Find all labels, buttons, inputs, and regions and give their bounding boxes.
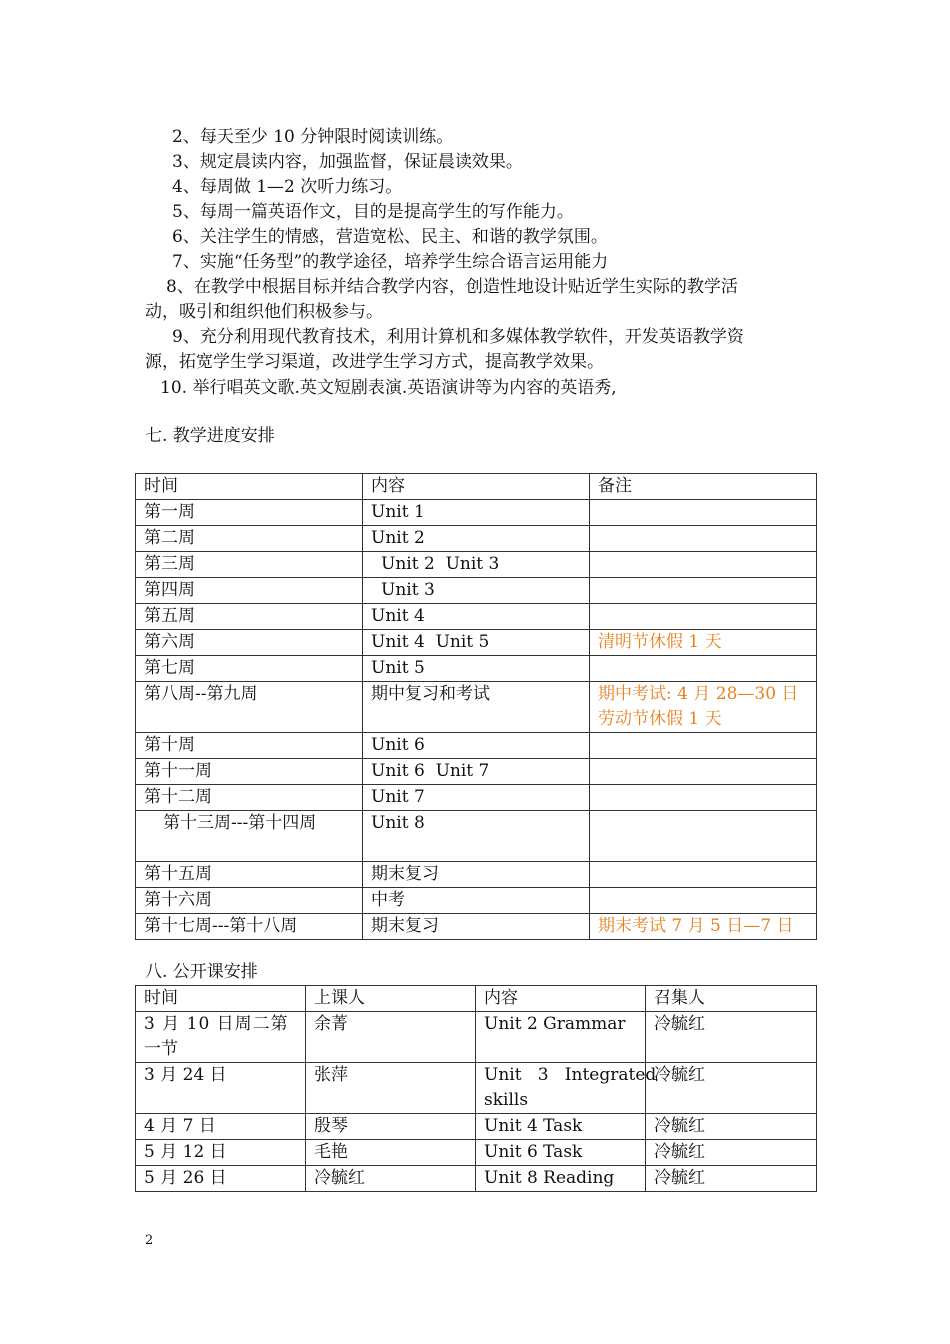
cell-content: Unit 7 [363,785,590,811]
cell-content [476,1063,657,1114]
time-line: 3 月 24 日 [144,1065,227,1085]
cell-content: Unit 8 Reading [476,1166,646,1192]
content-line: skills [484,1090,529,1110]
table-row [136,862,817,888]
cell-time: 第三周 [136,552,363,578]
cell-content: Unit 4 [363,604,590,630]
table-row [136,888,817,914]
cell-content: Unit 8 [363,811,590,862]
cell-note [590,656,817,682]
cell-host: 冷毓红 [646,1012,817,1063]
cell-teacher: 毛艳 [306,1140,476,1166]
header-content: 内容 [476,986,646,1012]
table-row [136,759,817,785]
cell-content: 期末复习 [363,914,590,940]
paragraph-line: 3、规定晨读内容，加强监督，保证晨读效果。 [172,152,523,172]
cell-time: 第十五周 [136,862,363,888]
cell-content: 期中复习和考试 [363,682,590,733]
cell-teacher: 余菁 [306,1012,476,1063]
cell-time: 第四周 [136,578,363,604]
cell-time: 第十六周 [136,888,363,914]
cell-content: Unit 4 Task [476,1114,646,1140]
table-row [136,604,817,630]
cell-time [136,1063,306,1114]
cell-time: 第十七周---第十八周 [136,914,363,940]
cell-note [590,682,817,733]
cell-host: 冷毓红 [646,1063,817,1114]
content-line: Unit 3 Integrated [484,1065,657,1085]
cell-time: 第十一周 [136,759,363,785]
cell-note [590,785,817,811]
header-note: 备注 [590,474,817,500]
table-row [136,811,817,862]
table-row [136,1114,817,1140]
section-7-title: 七. 教学进度安排 [145,426,275,446]
table-header-row [136,986,817,1012]
cell-time: 5 月 26 日 [136,1166,306,1192]
cell-content: Unit 1 [363,500,590,526]
header-host: 召集人 [646,986,817,1012]
cell-time: 第六周 [136,630,363,656]
table-header-row [136,474,817,500]
header-time: 时间 [136,474,363,500]
cell-note [590,759,817,785]
paragraph-line: 8、在教学中根据目标并结合教学内容，创造性地设计贴近学生实际的教学活 [166,277,738,297]
table-row [136,1140,817,1166]
page-number: 2 [145,1233,154,1248]
table-row [136,1166,817,1192]
note-line: 期中考试: 4 月 28—30 日 [598,684,799,704]
cell-note [590,552,817,578]
paragraph-line: 9、充分利用现代教育技术，利用计算机和多媒体教学软件，开发英语教学资 [172,327,744,347]
section-8-title: 八. 公开课安排 [145,962,258,982]
table-row [136,630,817,656]
cell-content: Unit 6 Unit 7 [363,759,590,785]
header-teacher: 上课人 [306,986,476,1012]
schedule-table [135,473,817,940]
cell-time: 第十周 [136,733,363,759]
cell-time: 4 月 7 日 [136,1114,306,1140]
paragraph-line: 4、每周做 1—2 次听力练习。 [172,177,403,197]
cell-note [590,862,817,888]
cell-note [590,733,817,759]
table-row [136,552,817,578]
time-line: 3 月 10 日周二第 [144,1014,289,1034]
cell-content: Unit 5 [363,656,590,682]
cell-note [590,888,817,914]
cell-content: Unit 4 Unit 5 [363,630,590,656]
paragraph-line: 6、关注学生的情感，营造宽松、民主、和谐的教学氛围。 [172,227,608,247]
paragraph-line: 源，拓宽学生学习渠道，改进学生学习方式，提高教学效果。 [145,352,604,372]
cell-content: Unit 6 Task [476,1140,646,1166]
table-row [136,1063,817,1114]
cell-content: 期末复习 [363,862,590,888]
header-content: 内容 [363,474,590,500]
cell-note [590,604,817,630]
paragraph-line: 2、每天至少 10 分钟限时阅读训练。 [172,127,454,147]
cell-content: 中考 [363,888,590,914]
table-row [136,500,817,526]
cell-content: Unit 6 [363,733,590,759]
cell-note [590,526,817,552]
cell-teacher: 冷毓红 [306,1166,476,1192]
cell-note: 清明节休假 1 天 [590,630,817,656]
cell-content: Unit 3 [363,578,590,604]
table-row [136,914,817,940]
cell-content [476,1012,646,1063]
cell-teacher: 殷琴 [306,1114,476,1140]
cell-time: 第七周 [136,656,363,682]
paragraph-line: 动，吸引和组织他们积极参与。 [145,302,383,322]
cell-note: 期末考试 7 月 5 日—7 日 [590,914,817,940]
table-row [136,785,817,811]
note-line: 劳动节休假 1 天 [598,709,722,729]
cell-host: 冷毓红 [646,1166,817,1192]
paragraph-line: 10. 举行唱英文歌.英文短剧表演.英语演讲等为内容的英语秀, [160,378,617,398]
cell-time: 第二周 [136,526,363,552]
table-row [136,1012,817,1063]
cell-note [590,500,817,526]
header-time: 时间 [136,986,306,1012]
table-row [136,733,817,759]
cell-host: 冷毓红 [646,1140,817,1166]
cell-time: 第十三周---第十四周 [136,811,363,862]
time-line: 一节 [144,1039,178,1059]
cell-teacher: 张萍 [306,1063,476,1114]
paragraph-line: 5、每周一篇英语作文，目的是提高学生的写作能力。 [172,202,574,222]
cell-time: 第十二周 [136,785,363,811]
content-line: Unit 2 Grammar [484,1014,626,1034]
cell-time: 5 月 12 日 [136,1140,306,1166]
table-row [136,526,817,552]
cell-content: Unit 2 [363,526,590,552]
paragraph-line: 7、实施“任务型”的教学途径，培养学生综合语言运用能力 [172,252,609,272]
table-row [136,578,817,604]
cell-note [590,811,817,862]
cell-note [590,578,817,604]
table-row [136,656,817,682]
cell-time [136,1012,306,1063]
cell-time: 第八周--第九周 [136,682,363,733]
table-row [136,682,817,733]
cell-time: 第五周 [136,604,363,630]
cell-content: Unit 2 Unit 3 [363,552,590,578]
open-class-table [135,985,817,1192]
cell-time: 第一周 [136,500,363,526]
cell-host: 冷毓红 [646,1114,817,1140]
